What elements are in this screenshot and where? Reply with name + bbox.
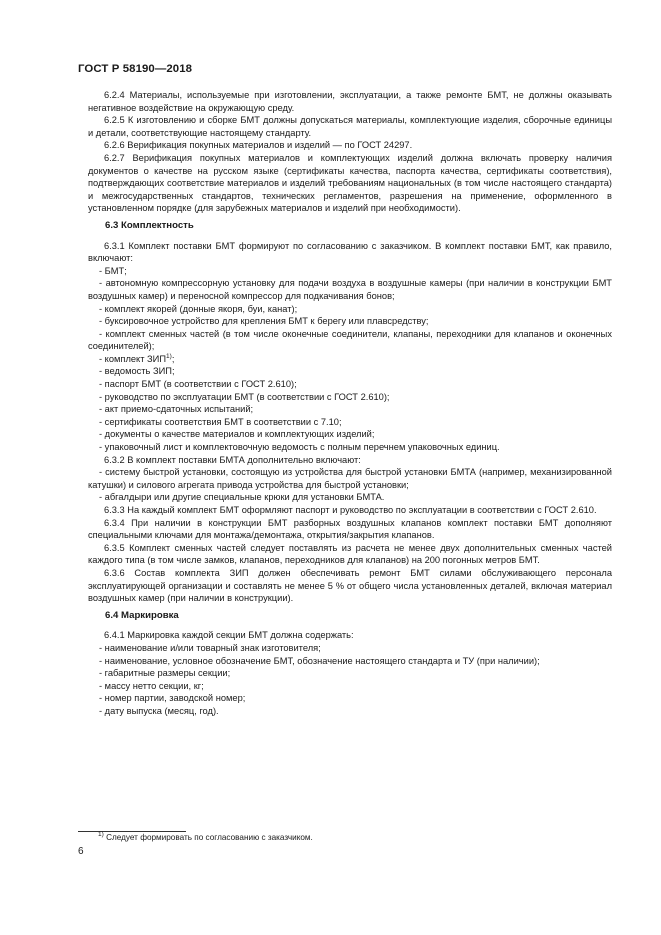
list-item: - комплект якорей (донные якоря, буи, канат);: [99, 303, 298, 314]
list-item: - БМТ;: [99, 265, 127, 276]
list-item: - абгалдыри или другие специальные крюки для установки БМТА.: [99, 492, 385, 503]
footnote-text: Следует формировать по согласованию с заказчиком.: [106, 833, 313, 842]
list-item: [88, 353, 612, 366]
list-item: - номер партии, заводской номер;: [99, 693, 246, 704]
list-item: - ведомость ЗИП;: [99, 366, 175, 377]
paragraph: 6.2.6 Верификация покупных материалов и изделий — по ГОСТ 24297.: [104, 140, 413, 151]
list-item: - наименование, условное обозначение БМТ, обозначение настоящего стандарта и ТУ (при наличии);: [99, 655, 540, 666]
list-item: - массу нетто секции, кг;: [99, 680, 204, 691]
footnote-separator: [78, 831, 186, 832]
paragraph: 6.2.4 Материалы, используемые при изготовлении, эксплуатации, а также ремонте БМТ, не должны оказывать негативное воздействие на окружающую среду.: [88, 90, 612, 113]
list-item: - сертификаты соответствия БМТ в соответствии с 7.10;: [99, 416, 342, 427]
list-item: - дату выпуска (месяц, год).: [99, 705, 219, 716]
paragraph: 6.3.1 Комплект поставки БМТ формируют по согласованию с заказчиком. В комплект поставки БМТ, как правило, включают:: [88, 240, 612, 264]
paragraph: 6.3.3 На каждый комплект БМТ оформляют паспорт и руководство по эксплуатации в соответствии с ГОСТ 2.610.: [104, 505, 597, 515]
list-item: - наименование и/или товарный знак изготовителя;: [99, 642, 321, 653]
paragraph-tail: ;: [171, 353, 175, 364]
document-header: ГОСТ Р 58190—2018: [78, 63, 193, 75]
paragraph: 6.2.7 Верификация покупных материалов и комплектующих изделий должна включать проверку наличия документов о качестве на русском языке (сертификаты качества, паспорта качества, сертификаты соответствия), подтверждающих соответствие материалов и изделий требованиям национальных (в том числе настоящего стандарта) и межгосударственных стандартов, технических регламентов, разрешения на применение, оформленного в установленном порядке (для зарубежных материалов и изделий при необходимости).: [88, 152, 612, 214]
list-item: - габаритные размеры секции;: [99, 668, 231, 679]
list-item: - акт приемо-сдаточных испытаний;: [99, 404, 254, 415]
list-item: - автономную компрессорную установку для подачи воздуха в воздушные камеры (при наличии в конструкции БМТ воздушных камер) и переносной компрессор для подкачивания бонов;: [88, 278, 612, 301]
paragraph: 6.4.1 Маркировка каждой секции БМТ должна содержать:: [104, 630, 354, 641]
list-item: - документы о качестве материалов и комплектующих изделий;: [99, 429, 375, 440]
footnote-mark: 1): [98, 831, 104, 838]
list-item: - руководство по эксплуатации БМТ (в соответствии с ГОСТ 2.610);: [99, 391, 390, 402]
list-item: - буксировочное устройство для крепления БМТ к берегу или плавсредству;: [99, 316, 429, 327]
footnote-ref: 1): [166, 352, 172, 360]
section-heading: 6.4 Маркировка: [105, 609, 179, 621]
paragraph: 6.2.5 К изготовлению и сборке БМТ должны допускаться материалы, комплектующие изделия, сборочные единицы и детали, соответствующие настоящему стандарту.: [88, 115, 612, 138]
list-item: - упаковочный лист и комплектовочную ведомость с полным перечнем упаковочных единиц.: [99, 442, 500, 453]
paragraph-text: - комплект ЗИП: [99, 353, 167, 364]
list-item: - систему быстрой установки, состоящую из устройства для быстрой установки БМТА (например, механизированной катушки) и силового агрегата привода устройства для быстрой установки;: [88, 467, 612, 490]
page-number: 6: [78, 846, 84, 857]
list-item: - паспорт БМТ (в соответствии с ГОСТ 2.610);: [99, 379, 297, 390]
paragraph: 6.3.5 Комплект сменных частей следует поставлять из расчета не менее двух дополнительных сменных частей каждого типа (в том числе замков, клапанов, переходников для клапанов) на 200 погонных метров БМТ.: [88, 542, 612, 566]
paragraph: 6.3.2 В комплект поставки БМТА дополнительно включают:: [104, 454, 361, 465]
paragraph: 6.3.4 При наличии в конструкции БМТ разборных воздушных клапанов комплект поставки БМТ дополняют специальными ключами для монтажа/демонтажа, открытия/закрытия клапанов.: [88, 517, 612, 541]
footnote: [98, 833, 313, 842]
section-heading: 6.3 Комплектность: [105, 219, 194, 231]
document-body: [88, 89, 612, 718]
list-item: - комплект сменных частей (в том числе оконечные соединители, клапаны, переходники для клапанов и оконечных соединителей);: [88, 328, 612, 352]
paragraph: 6.3.6 Состав комплекта ЗИП должен обеспечивать ремонт БМТ силами обслуживающего персонала эксплуатирующей организации и составлять не менее 5 % от общего числа установленных деталей, включая материал воздушных камер (при наличии в конструкции).: [88, 567, 612, 604]
